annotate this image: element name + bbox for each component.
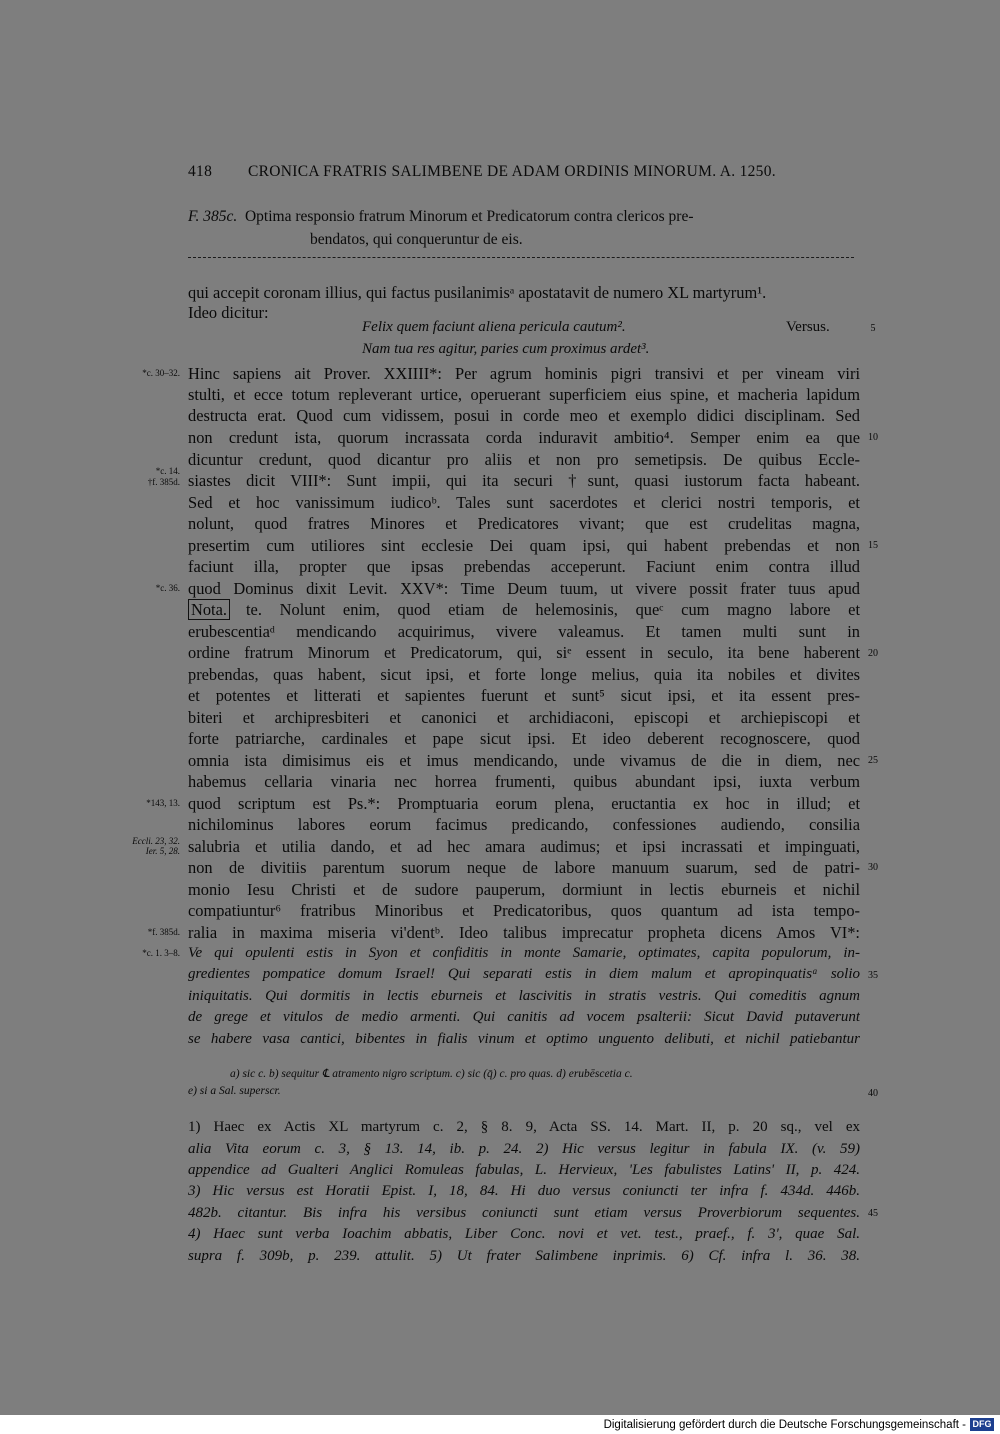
margin-reference: *143, 13. [146,798,180,808]
line-number: 40 [868,1088,878,1099]
body-line: et potentes et litterati et sapientes fuerunt et sunt⁵ sicut ipsi, et ita essent pres- [188,686,860,705]
line-number: 5 [870,323,876,334]
running-title: CRONICA FRATRIS SALIMBENE DE ADAM ORDINIS MINORUM. A. 1250. [248,163,776,180]
margin-reference: †f. 385d. [147,477,180,487]
body-line: Sed et hoc vanissimum iudicoᵇ. Tales sunt sacerdotes et clerici nostri temporis, et [188,493,860,512]
verse-label: Versus. [786,319,830,335]
body-line: stulti, et ecce totum repleverant urtice, operuerant superficiem eius spine, et macheria lapidum [188,385,860,404]
line-number: 35 [868,970,878,981]
body-line: destructa erat. Quod cum vidissem, posui in corde meo et exemplo didici disciplinam. Sed [188,406,860,425]
line-number: 10 [868,432,878,443]
body-line: compatiuntur⁶ fratribus Minoribus et Predicatoribus, quos quantum ad ista tempo- [188,901,860,920]
body-line: omnia ista dimisimus eis et imus mendicando, unde vivamus de die in diem, nec [188,751,860,770]
margin-reference: Ier. 5, 28. [145,846,180,856]
body-line: iniquitatis. Qui dormitis in lectis eburneis et lascivitis in stratis vestris. Qui comeditis agnum [188,988,860,1004]
textual-note-line: e) si a Sal. superscr. [188,1085,281,1097]
body-line: non credunt ista, quorum incrassata corda induravit ambitio⁴. Semper enim ea que [188,428,860,447]
funding-notice: Digitalisierung gefördert durch die Deutsche Forschungsgemeinschaft - [603,1419,966,1431]
body-line: biteri et archipresbiteri et canonici et archidiaconi, episcopi et archiepiscopi et [188,708,860,727]
margin-reference: *c. 36. [155,583,180,593]
line-number: 20 [868,648,878,659]
body-line: quod scriptum est Ps.*: Promptuaria eorum plena, eructantia ex hoc in illud; et [188,794,860,813]
dfg-logo: DFG [970,1418,994,1431]
line-number: 25 [868,755,878,766]
heading-line-2: bendatos, qui conqueruntur de eis. [310,231,523,248]
body-line: erubescentiaᵈ mendicando acquirimus, vivere valeamus. Et tamen multi sunt in [188,622,860,641]
line-number: 30 [868,862,878,873]
body-line: nichilominus labores eorum facimus predicando, confessiones audiendo, consilia [188,815,860,834]
margin-reference: Eccli. 23, 32. [132,836,180,846]
footnote-line: 1) Haec ex Actis XL martyrum c. 2, § 8. 9, Acta SS. 14. Mart. II, p. 20 sq., vel ex [188,1119,860,1135]
body-line: non de divitiis parentum suorum neque de labore manuum suarum, sed de patri- [188,858,860,877]
line-number: 15 [868,540,878,551]
folio-reference: F. 385c. [188,208,238,225]
body-line: prebendas, quas habent, sicut ipsi, et forte longe melius, quia ita nobiles et divites [188,665,860,684]
section-heading [188,205,858,251]
verse-line: Felix quem faciunt aliena pericula cautum². [362,319,626,335]
body-line: se habere vasa cantici, bibentes in fialis vinum et optimo unguento delibuti, et nichil patiebantur [188,1031,860,1047]
heading-line-1: Optima responsio fratrum Minorum et Predicatorum contra clericos pre- [244,208,694,225]
footnote-line: appendice ad Gualteri Anglici Romuleas fabulas, L. Hervieux, 'Les fabulistes Latins' II, p. 424. [188,1162,860,1178]
line-number: 45 [868,1208,878,1219]
body-line: nolunt, quod fratres Minores et Predicatores vivant; que est crudelitas magna, [188,514,860,533]
nota-box: Nota. [188,599,230,620]
nota-box-wrapper [188,599,230,620]
margin-reference: *c. 1. 3–8. [142,948,180,958]
footnote-line: 4) Haec sunt verba Ioachim abbatis, Liber Conc. novi et vet. test., praef., f. 3', quae Sal. [188,1226,860,1242]
body-line: dicuntur credunt, quod dicantur pro aliis et non pro semetipsis. De quibus Eccle- [188,450,860,469]
footnote-line: 482b. citantur. Bis infra his versibus coniuncti sunt etiam versus Proverbiorum sequentes. [188,1205,860,1221]
body-line: quod Dominus dixit Levit. XXV*: Time Deum tuum, ut vivere possit frater tuus apud [188,579,860,598]
body-line: habemus cellaria vinaria nec horrea frumenti, quibus abundant ipsi, iuxta verbum [188,772,860,791]
body-line: Ideo dicitur: [188,303,269,322]
body-line: forte patriarche, cardinales et pape sicut ipsi. Et ideo deberent recognoscere, quod [188,729,860,748]
body-line: siastes dicit VIII*: Sunt impii, qui ita securi †sunt, quasi iustorum facta habeant. [188,471,860,490]
margin-reference: *f. 385d. [147,927,180,937]
body-line: qui accepit coronam illius, qui factus pusilanimisᵃ apostatavit de numero XL martyrum¹. [188,283,767,302]
body-line: Ve qui opulenti estis in Syon et confiditis in monte Samarie, optimates, capita populorum, in- [188,945,860,961]
footnote-line: alia Vita eorum c. 3, § 13. 14, ib. p. 24. 2) Hic versus legitur in fabula IX. (v. 59) [188,1141,860,1157]
body-line: monio Iesu Christi et de sudore pauperum, dormiunt in lectis eburneis et nichil [188,880,860,899]
body-line: ordine fratrum Minorum et Predicatorum, qui, siᵉ essent in seculo, ita bene haberent [188,643,860,662]
body-line: salubria et utilia dando, et ad hec amara audimus; et ipsi incrassati et impinguati, [188,837,860,856]
body-line: de grege et vitulos de medio armenti. Qui canitis ad vocem psalterii: Sicut David putaverunt [188,1009,860,1025]
body-line: Hinc sapiens ait Prover. XXIIII*: Per agrum hominis pigri transivi et per vineam viri [188,364,860,383]
body-line: faciunt illa, propter que ipsas prebendas acceperunt. Faciunt enim contra illud [188,557,860,576]
divider-rule [188,257,854,258]
body-line: ralia in maxima miseria vi'dentᵇ. Ideo talibus imprecatur propheta dicens Amos VI*: [188,923,860,942]
footer-bar [0,1415,1000,1434]
verse-line: Nam tua res agitur, paries cum proximus ardet³. [362,341,650,357]
body-line: presertim cum utiliores sint ecclesie Dei quam ipsi, qui habent prebendas et non [188,536,860,555]
footnote-line: 3) Hic versus est Horatii Epist. I, 18, 84. Hi duo versus coniuncti ter infra f. 434d. 446b. [188,1183,860,1199]
page-number: 418 [188,163,213,180]
margin-reference: *c. 30–32. [142,368,180,378]
body-line: te. Nolunt enim, quod etiam de helemosinis, queᶜ cum magno labore et [246,600,860,619]
textual-note-line: a) sic c. b) sequitur ℄ atramento nigro scriptum. c) sic (q̄) c. pro quas. d) erubēscetia c. [230,1068,633,1080]
body-line: gredientes pompatice domum Israel! Qui separati estis in diem malum et apropinquatisᵃ solio [188,966,860,982]
footnote-line: supra f. 309b, p. 239. attulit. 5) Ut frater Salimbene inprimis. 6) Cf. infra l. 36. 38. [188,1248,860,1264]
margin-reference: *c. 14. [155,466,180,476]
